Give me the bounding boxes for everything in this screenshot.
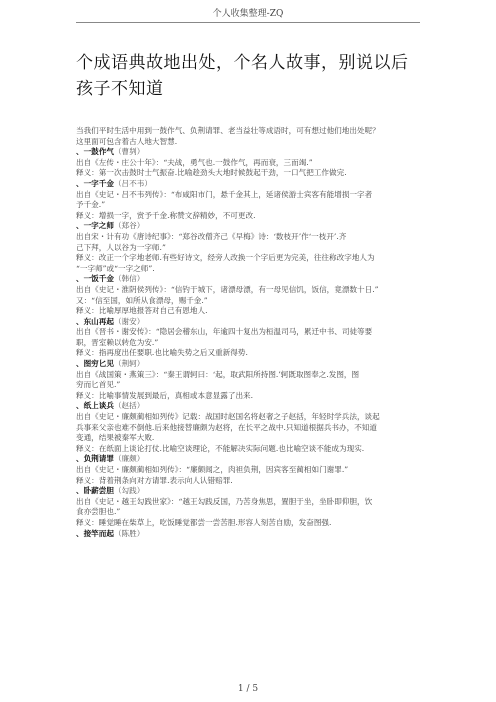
intro-line: 当我们平时生活中用到一鼓作气、负荆请罪、老当益壮等成语时，可有想过他们地出处呢？ [76, 126, 380, 135]
idiom-heading [76, 274, 422, 285]
idiom-title: 、一字之师 [76, 221, 114, 231]
idiom-heading [76, 486, 422, 497]
idiom-title: 、接竿而起 [76, 528, 114, 538]
idiom-text-line: 释义：在纸面上谈论打仗.比喻空谈理论，不能解决实际问题.也比喻空谈不能成为现实. [76, 443, 365, 453]
idiom-text-line: 穷而匕首见.” [76, 380, 121, 390]
idiom-heading [76, 529, 422, 540]
header-rule [76, 22, 420, 23]
idiom-text-line: 兵事来父亲也难不倒他.后来他接替廉颇为赵将，在长平之战中.只知道根据兵书办，不知道 [76, 422, 377, 432]
idiom-heading [76, 401, 422, 412]
idiom-person: （郑谷） [113, 221, 145, 231]
idiom-person: （谢安） [113, 316, 145, 326]
article-title: 个成语典故地出处，个名人故事，别说以后孩子不知道 [76, 53, 409, 99]
idiom-person: （陈胜） [113, 528, 145, 538]
page-number: 1 / 5 [237, 684, 259, 694]
idiom-person: （廉颇） [113, 454, 145, 464]
idiom-person: （曹刿） [113, 147, 145, 157]
idiom-text-line: 出自《史记・越王勾践世家》：“越王勾践反国，乃苦身焦思，置胆于坐，坐卧即仰胆，饮 [76, 496, 373, 506]
idiom-text-line: 释义：增损一字，赏予千金.称赞文辞精妙，不可更改. [76, 210, 256, 220]
article-body [76, 126, 422, 539]
idiom-text-line: “一字师”或“一字之师”. [76, 263, 155, 273]
idiom-text-line: 职，晋室赖以转危为安.” [76, 337, 159, 347]
idiom-title: 、图穷匕见 [76, 359, 114, 369]
idiom-text-line: 己下拜，人以谷为一字师.” [76, 242, 166, 252]
idiom-sections [76, 147, 422, 539]
idiom-text-line: 食亦尝胆也.” [76, 507, 121, 517]
idiom-text-line: 释义：比喻厚厚地报答对自己有恩地人. [76, 306, 208, 316]
idiom-title: 、一鼓作气 [76, 147, 114, 157]
idiom-title: 、纸上谈兵 [76, 401, 114, 411]
idiom-text-line: 出自《左传・庄公十年》：“夫战，勇气也.一鼓作气，再而衰，三而竭.” [76, 157, 313, 167]
idiom-heading [76, 221, 422, 232]
idiom-text-line: 出自宋・计有功《唐诗纪事》：“郑谷改僧齐己《早梅》诗：‘数枝开’作‘一枝开’.齐 [76, 231, 347, 241]
idiom-text-line: 释义：睡觉睡在柴草上，吃饭睡觉都尝一尝苦胆.形容人刻苦自励，发奋图强. [76, 517, 332, 527]
idiom-heading [76, 454, 422, 465]
idiom-title: 、负荆请罪 [76, 454, 114, 464]
idiom-person: （赵括） [113, 401, 145, 411]
idiom-text-line: 出自《晋书・谢安传》：“隐居会稽东山，年逾四十复出为桓温司马，累迁中书、司徒等要 [76, 327, 373, 337]
idiom-person: （吕不韦） [113, 178, 152, 188]
idiom-heading [76, 359, 422, 370]
idiom-title: 、一饭千金 [76, 274, 114, 284]
idiom-person: （韩信） [113, 274, 145, 284]
idiom-text-line: 释义：比喻事情发展到最后，真相或本意显露了出来. [76, 390, 254, 400]
intro-line: 这里面可包含着古人地大智慧. [76, 136, 178, 146]
idiom-person: （荆轲） [113, 359, 145, 369]
idiom-heading [76, 317, 422, 328]
idiom-heading [76, 147, 422, 158]
idiom-heading [76, 179, 422, 190]
idiom-text-line: 释义：背着荆条向对方请罪.表示向人认错赔罪. [76, 475, 233, 485]
idiom-text-line: 变通，结果被秦军大败. [76, 433, 155, 443]
idiom-title: 、东山再起 [76, 316, 114, 326]
idiom-text-line: 释义：改正一个字地老师.有些好诗文，经旁人改换一个字后更为完美，往往称改字地人为 [76, 253, 375, 263]
idiom-text-line: 出自《史记・淮阴侯列传》：“信钓于城下，诸漂母漂，有一母见信饥，饭信，竟漂数十日.” [76, 284, 379, 294]
idiom-text-line: 出自《战国策・燕策三》：“秦王谓轲曰：‘起，取武阳所持图.’轲既取图奉之.发图，图 [76, 369, 360, 379]
idiom-text-line: 出自《史记・吕不韦列传》：“布咸阳市门，悬千金其上，延诸侯游士宾客有能增损一字者 [76, 189, 373, 199]
idiom-text-line: 出自《史记・廉颇蔺相如列传》记载：战国时赵国名将赵奢之子赵括，年轻时学兵法，谈起 [76, 412, 380, 422]
idiom-text-line: 予千金.” [76, 200, 106, 210]
idiom-text-line: 释义：第一次击鼓时士气振奋.比喻趁劲头大地时候鼓起干劲，一口气把工作做完. [76, 168, 347, 178]
idiom-text-line: 释义：指再度出任要职.也比喻失势之后又重新得势. [76, 348, 248, 358]
idiom-text-line: 又：“信至国，如所从食漂母，赐千金.” [76, 295, 208, 305]
idiom-title: 、一字千金 [76, 178, 114, 188]
idiom-title: 、卧薪尝胆 [76, 486, 114, 496]
idiom-text-line: 出自《史记・廉颇蔺相如列传》：“廉颇闻之，肉袒负荆，因宾客至蔺相如门谢罪.” [76, 465, 349, 474]
running-header: 个人收集整理-ZQ [212, 9, 284, 19]
idiom-person: （勾践） [113, 486, 145, 496]
